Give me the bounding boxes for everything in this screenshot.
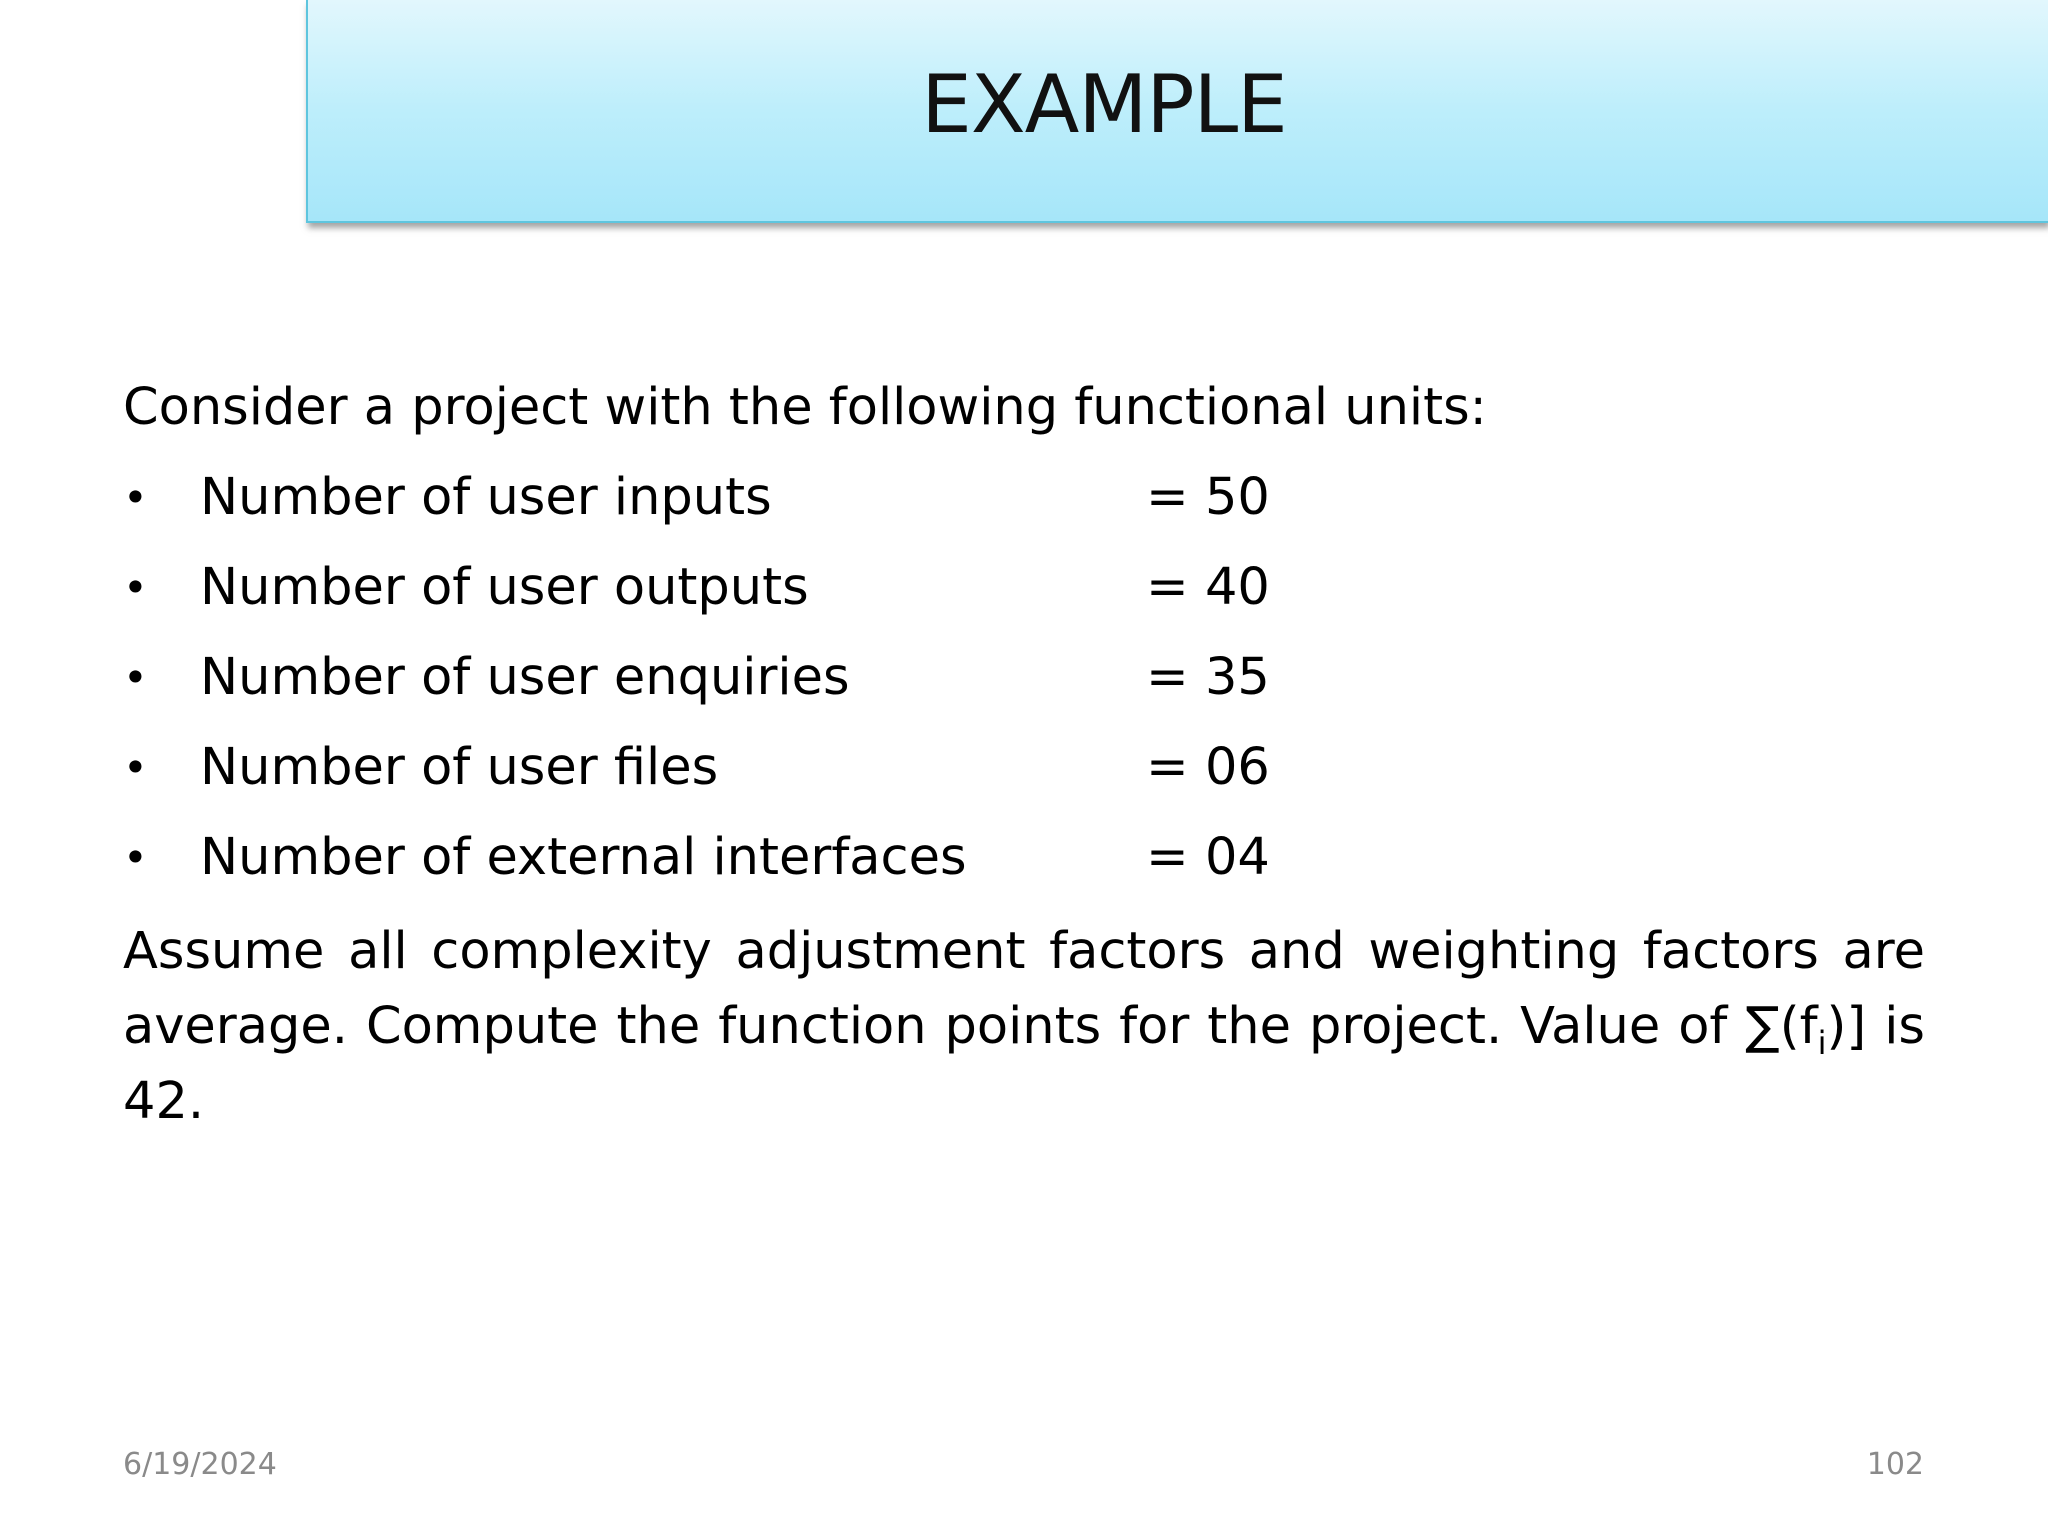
slide-body [123,372,1925,1190]
unit-label: Number of external interfaces [200,828,967,887]
unit-value: = 40 [1146,558,1270,617]
slide-title [308,58,2048,151]
unit-value: = 04 [1146,828,1270,887]
problem-statement [123,914,1925,1139]
bullet-icon: • [123,833,148,882]
list-item [123,732,1925,822]
list-item [123,462,1925,552]
unit-value: = 35 [1146,648,1270,707]
problem-subscript: i [1817,1024,1827,1063]
slide-title-text: EXAMPLE [921,58,1287,151]
bullet-icon: • [123,653,148,702]
unit-label: Number of user inputs [200,468,772,527]
unit-value: = 06 [1146,738,1270,797]
unit-label: Number of user outputs [200,558,809,617]
bullet-icon: • [123,743,148,792]
unit-value: = 50 [1146,468,1270,527]
list-item [123,642,1925,732]
footer-date: 6/19/2024 [123,1447,277,1482]
bullet-icon: • [123,473,148,522]
problem-text-main: Assume all complexity adjustment factors and weighting factors are average. Compute the function points for the project. Value of ∑(f [123,922,1925,1056]
problem-text-end: )] is 42. [123,997,1925,1131]
slide-number: 102 [1866,1447,1924,1482]
bullet-icon: • [123,563,148,612]
unit-label: Number of user files [200,738,719,797]
title-banner [306,0,2048,223]
functional-units-list [123,462,1925,912]
unit-label: Number of user enquiries [200,648,850,707]
list-item [123,822,1925,912]
list-item [123,552,1925,642]
intro-text: Consider a project with the following functional units: [123,378,1487,437]
